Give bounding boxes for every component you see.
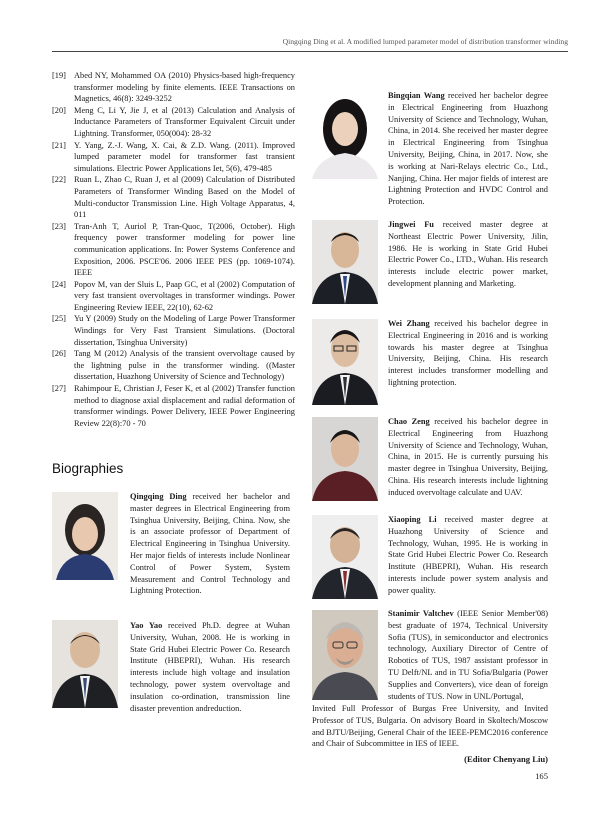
reference-item: [27] Rahimpour E, Christian J, Feser K, et al (2002) Transfer function method to diagnose axial displacement and radial deformation of transformer windings. Power Delivery, IEEE Power Engineering Review 22(8):70 - 70 — [52, 384, 295, 428]
bio-text: received Ph.D. degree at Wuhan University, Wuhan, 2008. He is working in State Grid Hubei Electric Power Co. Research Institute (HBEPRI), Wuhan. His research interests include high voltage and insulation technology, power system overvoltage and insulation co-ordination, transmission line disaster prevention andreduction. — [130, 621, 290, 713]
photo-wei-zhang — [312, 319, 378, 405]
bio-bingqian-wang — [388, 90, 548, 208]
bio-text: received her bachelor degree in Electrical Engineering from Huazhong University of Science and Technology, Wuhan, China, in 2014. She received her master degree in Electrical Engineering from Tsinghua University, Beijing, China, in 2017. Now, she is working at Nari-Relays electric Co., Ltd., Nanjing, China. Her major fields of interest are Lightning Protection and HVDC Control and Protection. — [388, 91, 548, 207]
running-title: Qingqing Ding et al. A modified lumped parameter model of distribution transformer winding — [282, 37, 568, 46]
running-header — [52, 37, 568, 52]
bio-text: received his bachelor degree in Electrical Engineering from Huazhong University of Science and Technology, Wuhan, China, in 2015. He is currently pursuing his master degree in Tsinghua University, Beijing, China. His research interests include lightning induced overvoltage calculate and UAV. — [388, 417, 549, 497]
reference-list — [52, 70, 295, 429]
reference-item: [24] Popov M, van der Sluis L, Paap GC, et al (2002) Computation of very fast transient overvoltages in transformer windings. Power Engineering Review IEEE, 22(10), 62-62 — [52, 279, 295, 312]
editor-credit: (Editor Chenyang Liu) — [464, 754, 548, 764]
bio-jingwei-fu — [388, 219, 548, 290]
reference-item: [22] Ruan L, Zhao C, Ruan J, et al (2009) Calculation of Distributed Parameters of Transformer Winding Based on the Model of Multi-conductor Transmission Line. High Voltage Apparatus, 4, 011 — [52, 175, 295, 220]
photo-stanimir-valtchev — [312, 610, 378, 700]
bio-chao-zeng — [388, 416, 548, 499]
page-number: 165 — [535, 771, 548, 781]
photo-chao-zeng — [312, 417, 378, 501]
bio-stanimir-valtchev — [388, 608, 548, 702]
photo-bingqian-wang — [312, 91, 378, 179]
photo-qingqing-ding — [52, 492, 118, 580]
bio-name: Wei Zhang — [388, 319, 430, 328]
bio-text: received master degree at Huazhong University of Science and Technology, Wuhan, 1995. He is working in State Grid Hubei Electric Power Co. Research Institute (HBEPRI), Wuhan. His research interests include power system analysis and power quality. — [388, 515, 548, 595]
bio-name: Stanimir Valtchev — [388, 609, 454, 618]
reference-item: [19] Abed NY, Mohammed OA (2010) Physics-based high-frequency transformer modeling by finite elements. IEEE Transactions on Magnetics, 46(8): 3249-3252 — [52, 71, 295, 104]
bio-stanimir-valtchev-continued — [312, 703, 548, 750]
biographies-heading: Biographies — [52, 461, 124, 476]
bio-name: Bingqian Wang — [388, 91, 445, 100]
photo-xiaoping-li — [312, 515, 378, 599]
reference-item: [25] Yu Y (2009) Study on the Modeling of Large Power Transformer Windings for Very Fast Transient Simulations. (Doctoral dissertation, Tsinghua University) — [52, 314, 295, 347]
bio-text: (IEEE Senior Member'08) best graduate of 1974, Technical University Sofia (TUS), in semiconductor and electronics technology, Auxiliary Director of Centre of Robotics of TUS, 1987 assistant professor in TU Delft/NL and in TU Sofia/Bulgaria (Power Supplies and Converters), vice dean of foreign students of TUS. Now in UNL/Portugal, — [388, 609, 548, 701]
reference-item: [26] Tang M (2012) Analysis of the transient overvoltage caused by the lightning pulse in the transformer winding. ((Master dissertation, Huazhong University of Science and Technology) — [52, 349, 295, 382]
reference-item: [23] Tran-Anh T, Auriol P, Tran-Quoc, T(2006, October). High frequency power transformer modeling for power line communication applications. In: Power Systems Conference and Exposition, 2006. PSCE'06. 2006 IEEE PES (pp. 1069-1074). IEEE — [52, 221, 295, 278]
reference-item: [21] Y. Yang, Z.-J. Wang, X. Cai, & Z.D. Wang. (2011). Improved lumped parameter model for transformer fast transient simulations. Electric Power Applications Iet, 5(6), 479-485 — [52, 140, 295, 173]
bio-name: Yao Yao — [130, 621, 163, 630]
photo-yao-yao — [52, 620, 118, 708]
photo-jingwei-fu — [312, 220, 378, 304]
bio-text: received master degree at Northeast Electric Power University, Jilin, 1986. He is working in State Grid Hubei Electric Power Co., LTD., Wuhan. His research interests include electric power market, development planning and Marketing. — [388, 220, 549, 288]
bio-wei-zhang — [388, 318, 548, 389]
bio-name: Xiaoping Li — [388, 515, 437, 524]
bio-name: Qingqing Ding — [130, 492, 187, 501]
bio-text: Invited Full Professor of Burgas Free University, and Invited Professor of TUS, Bulgaria. On advisory Board in Skoltech/Moscow and BJTU/Beijing, General Chair of the IEEE-PEMC2016 conference and Chair of Subcommittee in IES of IEEE. — [312, 704, 548, 749]
bio-name: Jingwei Fu — [388, 220, 434, 229]
bio-text: received her bachelor and master degrees in Electrical Engineering from Tsinghua University, Beijing, China. Now, she is an associate professor of Department of Electrical Engineering in Tsinghua University. Her major fields of interests include Nonlinear Control of Power System, System Measurement and Control Technology and Lightning Protection. — [130, 492, 290, 596]
bio-xiaoping-li — [388, 514, 548, 597]
bio-qingqing-ding — [130, 491, 290, 597]
bio-text: received his bachelor degree in Electrical Engineering in 2016 and is working towards his master degree at Tsinghua University, Beijing, China. His research interest includes transformer modelling and lightning protection. — [388, 319, 549, 387]
bio-name: Chao Zeng — [388, 417, 430, 426]
bio-yao-yao — [130, 620, 290, 714]
reference-item: [20] Meng C, Li Y, Jie J, et al (2013) Calculation and Analysis of Inductance Parameters of Transformer Equivalent Circuit under Lightning. Transformer, 050(004): 28-32 — [52, 105, 295, 138]
